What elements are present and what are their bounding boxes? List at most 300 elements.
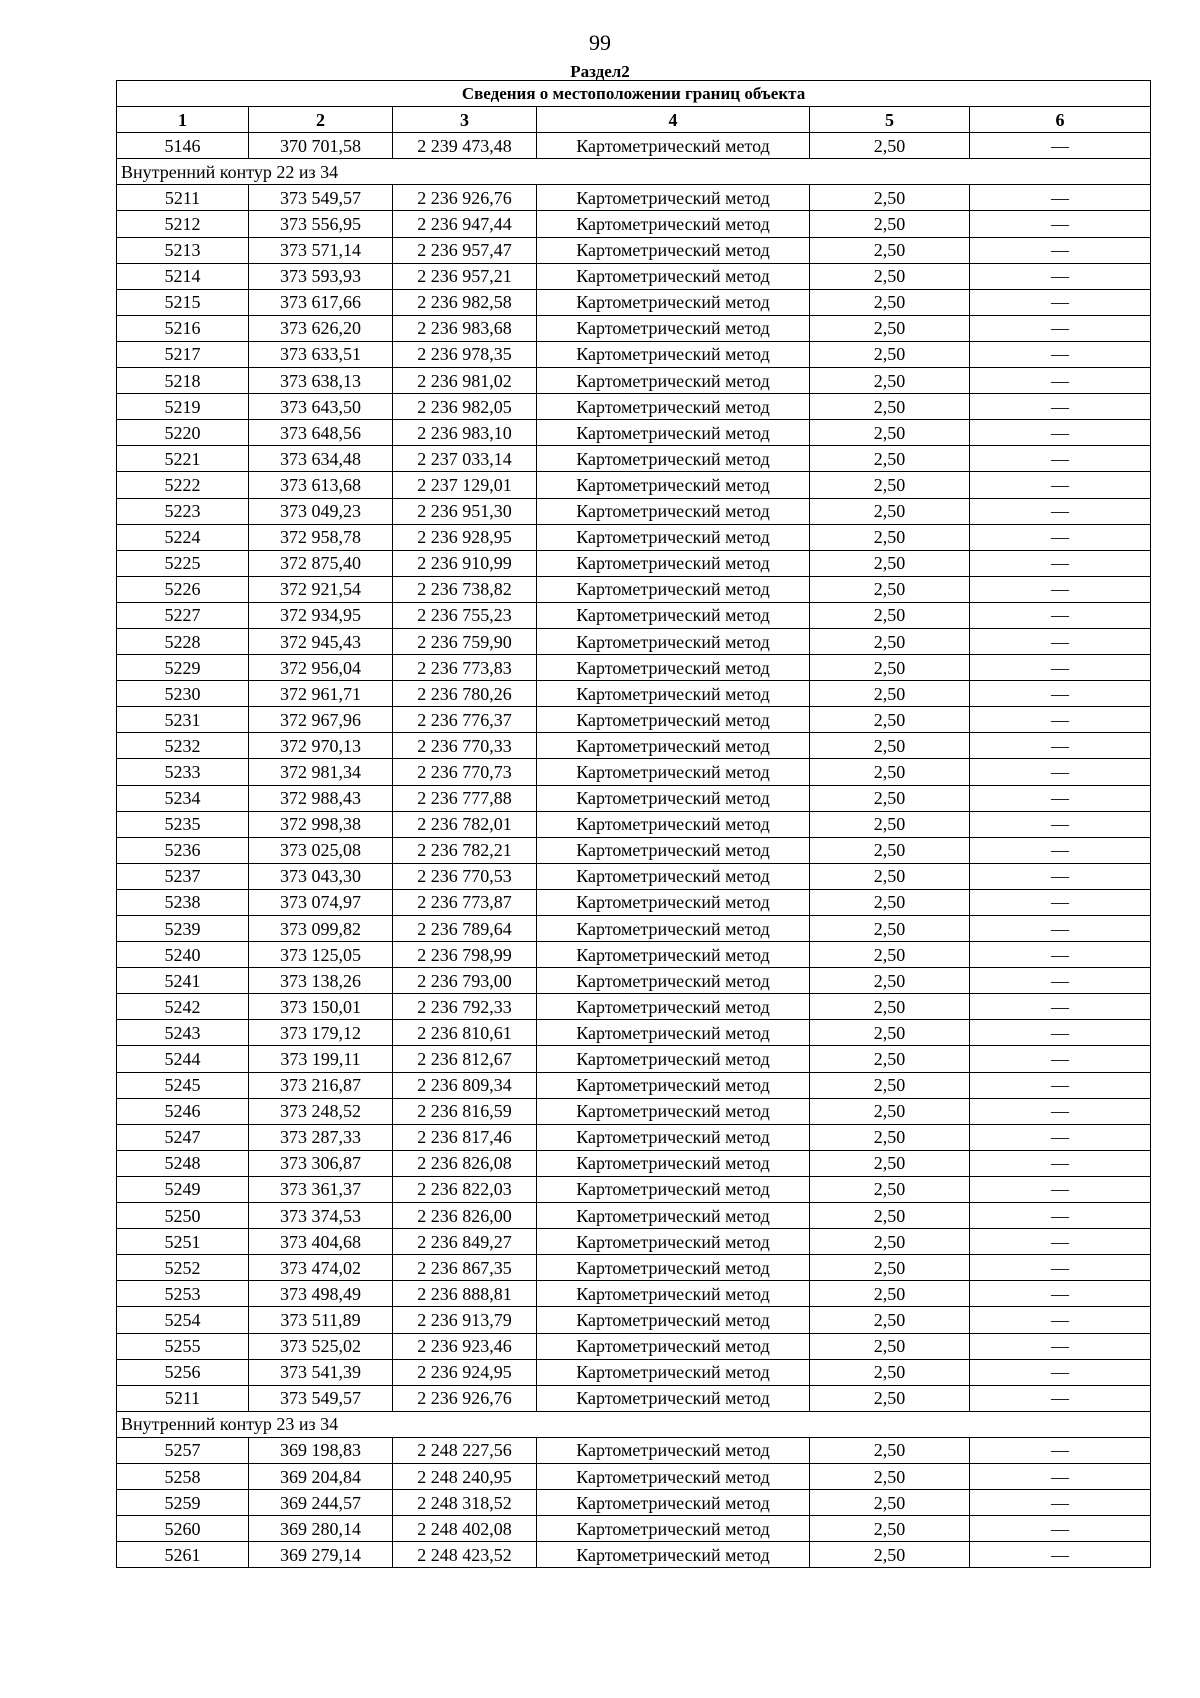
point-number-cell: 5234 <box>117 785 249 811</box>
method-cell: Картометрический метод <box>537 237 810 263</box>
x-coordinate-cell: 373 049,23 <box>249 498 393 524</box>
method-cell: Картометрический метод <box>537 942 810 968</box>
method-cell: Картометрический метод <box>537 811 810 837</box>
accuracy-cell: 2,50 <box>810 1098 970 1124</box>
point-number-cell: 5256 <box>117 1359 249 1385</box>
point-number-cell: 5215 <box>117 289 249 315</box>
method-cell: Картометрический метод <box>537 733 810 759</box>
y-coordinate-cell: 2 236 928,95 <box>393 524 537 550</box>
y-coordinate-cell: 2 248 240,95 <box>393 1463 537 1489</box>
method-cell: Картометрический метод <box>537 1333 810 1359</box>
table-row <box>117 315 1151 341</box>
accuracy-cell: 2,50 <box>810 1516 970 1542</box>
method-cell: Картометрический метод <box>537 1072 810 1098</box>
y-coordinate-cell: 2 236 793,00 <box>393 968 537 994</box>
accuracy-cell: 2,50 <box>810 420 970 446</box>
accuracy-cell: 2,50 <box>810 707 970 733</box>
y-coordinate-cell: 2 236 978,35 <box>393 341 537 367</box>
accuracy-cell: 2,50 <box>810 524 970 550</box>
x-coordinate-cell: 370 701,58 <box>249 133 393 159</box>
y-coordinate-cell: 2 236 738,82 <box>393 576 537 602</box>
method-cell: Картометрический метод <box>537 655 810 681</box>
accuracy-cell: 2,50 <box>810 185 970 211</box>
description-cell: — <box>970 942 1151 968</box>
point-number-cell: 5239 <box>117 916 249 942</box>
y-coordinate-cell: 2 236 770,33 <box>393 733 537 759</box>
x-coordinate-cell: 373 361,37 <box>249 1176 393 1202</box>
y-coordinate-cell: 2 236 798,99 <box>393 942 537 968</box>
point-number-cell: 5247 <box>117 1124 249 1150</box>
description-cell: — <box>970 211 1151 237</box>
description-cell: — <box>970 1385 1151 1411</box>
method-cell: Картометрический метод <box>537 341 810 367</box>
table-row <box>117 472 1151 498</box>
x-coordinate-cell: 373 549,57 <box>249 185 393 211</box>
accuracy-cell: 2,50 <box>810 1255 970 1281</box>
table-row <box>117 498 1151 524</box>
point-number-cell: 5251 <box>117 1229 249 1255</box>
accuracy-cell: 2,50 <box>810 1333 970 1359</box>
description-cell: — <box>970 1203 1151 1229</box>
description-cell: — <box>970 289 1151 315</box>
contour-label: Внутренний контур 22 из 34 <box>117 159 1151 185</box>
table-row <box>117 785 1151 811</box>
accuracy-cell: 2,50 <box>810 1176 970 1202</box>
table-row <box>117 211 1151 237</box>
accuracy-cell: 2,50 <box>810 263 970 289</box>
y-coordinate-cell: 2 236 777,88 <box>393 785 537 811</box>
point-number-cell: 5257 <box>117 1437 249 1463</box>
description-cell: — <box>970 1046 1151 1072</box>
accuracy-cell: 2,50 <box>810 655 970 681</box>
table-row <box>117 655 1151 681</box>
table-row <box>117 368 1151 394</box>
method-cell: Картометрический метод <box>537 994 810 1020</box>
description-cell: — <box>970 1463 1151 1489</box>
accuracy-cell: 2,50 <box>810 472 970 498</box>
contour-row <box>117 1411 1151 1437</box>
method-cell: Картометрический метод <box>537 916 810 942</box>
table-row <box>117 837 1151 863</box>
table-row <box>117 1437 1151 1463</box>
description-cell: — <box>970 341 1151 367</box>
description-cell: — <box>970 916 1151 942</box>
method-cell: Картометрический метод <box>537 1255 810 1281</box>
method-cell: Картометрический метод <box>537 681 810 707</box>
x-coordinate-cell: 373 626,20 <box>249 315 393 341</box>
method-cell: Картометрический метод <box>537 1307 810 1333</box>
accuracy-cell: 2,50 <box>810 942 970 968</box>
x-coordinate-cell: 373 404,68 <box>249 1229 393 1255</box>
method-cell: Картометрический метод <box>537 759 810 785</box>
point-number-cell: 5216 <box>117 315 249 341</box>
y-coordinate-cell: 2 236 817,46 <box>393 1124 537 1150</box>
y-coordinate-cell: 2 236 770,73 <box>393 759 537 785</box>
accuracy-cell: 2,50 <box>810 133 970 159</box>
accuracy-cell: 2,50 <box>810 759 970 785</box>
method-cell: Картометрический метод <box>537 1516 810 1542</box>
table-row <box>117 446 1151 472</box>
method-cell: Картометрический метод <box>537 133 810 159</box>
accuracy-cell: 2,50 <box>810 733 970 759</box>
method-cell: Картометрический метод <box>537 576 810 602</box>
point-number-cell: 5254 <box>117 1307 249 1333</box>
point-number-cell: 5255 <box>117 1333 249 1359</box>
point-number-cell: 5258 <box>117 1463 249 1489</box>
description-cell: — <box>970 1176 1151 1202</box>
method-cell: Картометрический метод <box>537 1203 810 1229</box>
x-coordinate-cell: 372 970,13 <box>249 733 393 759</box>
accuracy-cell: 2,50 <box>810 916 970 942</box>
y-coordinate-cell: 2 236 926,76 <box>393 1385 537 1411</box>
y-coordinate-cell: 2 236 957,47 <box>393 237 537 263</box>
x-coordinate-cell: 372 921,54 <box>249 576 393 602</box>
method-cell: Картометрический метод <box>537 472 810 498</box>
point-number-cell: 5221 <box>117 446 249 472</box>
table-row <box>117 133 1151 159</box>
x-coordinate-cell: 373 638,13 <box>249 368 393 394</box>
point-number-cell: 5225 <box>117 550 249 576</box>
accuracy-cell: 2,50 <box>810 681 970 707</box>
x-coordinate-cell: 372 956,04 <box>249 655 393 681</box>
description-cell: — <box>970 681 1151 707</box>
method-cell: Картометрический метод <box>537 1385 810 1411</box>
point-number-cell: 5224 <box>117 524 249 550</box>
table-row <box>117 1203 1151 1229</box>
method-cell: Картометрический метод <box>537 1046 810 1072</box>
x-coordinate-cell: 372 967,96 <box>249 707 393 733</box>
accuracy-cell: 2,50 <box>810 837 970 863</box>
accuracy-cell: 2,50 <box>810 1437 970 1463</box>
x-coordinate-cell: 372 981,34 <box>249 759 393 785</box>
x-coordinate-cell: 373 125,05 <box>249 942 393 968</box>
point-number-cell: 5230 <box>117 681 249 707</box>
accuracy-cell: 2,50 <box>810 368 970 394</box>
accuracy-cell: 2,50 <box>810 289 970 315</box>
table-header-row <box>117 107 1151 133</box>
description-cell: — <box>970 628 1151 654</box>
description-cell: — <box>970 1281 1151 1307</box>
table-row <box>117 733 1151 759</box>
description-cell: — <box>970 1359 1151 1385</box>
table-row <box>117 263 1151 289</box>
y-coordinate-cell: 2 248 423,52 <box>393 1542 537 1568</box>
table-row <box>117 916 1151 942</box>
method-cell: Картометрический метод <box>537 1229 810 1255</box>
x-coordinate-cell: 373 571,14 <box>249 237 393 263</box>
y-coordinate-cell: 2 248 227,56 <box>393 1437 537 1463</box>
point-number-cell: 5218 <box>117 368 249 394</box>
x-coordinate-cell: 373 556,95 <box>249 211 393 237</box>
table-row <box>117 1385 1151 1411</box>
accuracy-cell: 2,50 <box>810 550 970 576</box>
y-coordinate-cell: 2 236 826,00 <box>393 1203 537 1229</box>
table-row <box>117 1333 1151 1359</box>
accuracy-cell: 2,50 <box>810 602 970 628</box>
description-cell: — <box>970 1098 1151 1124</box>
column-header: 5 <box>810 107 970 133</box>
accuracy-cell: 2,50 <box>810 1385 970 1411</box>
x-coordinate-cell: 373 634,48 <box>249 446 393 472</box>
description-cell: — <box>970 263 1151 289</box>
point-number-cell: 5223 <box>117 498 249 524</box>
description-cell: — <box>970 185 1151 211</box>
description-cell: — <box>970 1229 1151 1255</box>
method-cell: Картометрический метод <box>537 707 810 733</box>
description-cell: — <box>970 498 1151 524</box>
description-cell: — <box>970 472 1151 498</box>
table-row <box>117 889 1151 915</box>
table-caption: Сведения о местоположении границ объекта <box>117 81 1151 107</box>
table-row <box>117 628 1151 654</box>
method-cell: Картометрический метод <box>537 1020 810 1046</box>
y-coordinate-cell: 2 236 957,21 <box>393 263 537 289</box>
point-number-cell: 5238 <box>117 889 249 915</box>
table-row <box>117 1281 1151 1307</box>
section-title: Раздел2 <box>570 62 630 81</box>
table-row <box>117 707 1151 733</box>
description-cell: — <box>970 1542 1151 1568</box>
method-cell: Картометрический метод <box>537 1176 810 1202</box>
description-cell: — <box>970 576 1151 602</box>
method-cell: Картометрический метод <box>537 1490 810 1516</box>
point-number-cell: 5214 <box>117 263 249 289</box>
x-coordinate-cell: 372 945,43 <box>249 628 393 654</box>
y-coordinate-cell: 2 236 809,34 <box>393 1072 537 1098</box>
x-coordinate-cell: 373 633,51 <box>249 341 393 367</box>
description-cell: — <box>970 1437 1151 1463</box>
description-cell: — <box>970 1150 1151 1176</box>
description-cell: — <box>970 1020 1151 1046</box>
table-row <box>117 1124 1151 1150</box>
x-coordinate-cell: 372 988,43 <box>249 785 393 811</box>
accuracy-cell: 2,50 <box>810 1229 970 1255</box>
x-coordinate-cell: 372 875,40 <box>249 550 393 576</box>
x-coordinate-cell: 369 279,14 <box>249 1542 393 1568</box>
table-row <box>117 1020 1151 1046</box>
y-coordinate-cell: 2 236 951,30 <box>393 498 537 524</box>
table-row <box>117 1072 1151 1098</box>
x-coordinate-cell: 372 961,71 <box>249 681 393 707</box>
method-cell: Картометрический метод <box>537 1098 810 1124</box>
description-cell: — <box>970 1072 1151 1098</box>
method-cell: Картометрический метод <box>537 1281 810 1307</box>
method-cell: Картометрический метод <box>537 863 810 889</box>
accuracy-cell: 2,50 <box>810 968 970 994</box>
table-row <box>117 994 1151 1020</box>
y-coordinate-cell: 2 236 910,99 <box>393 550 537 576</box>
x-coordinate-cell: 369 244,57 <box>249 1490 393 1516</box>
accuracy-cell: 2,50 <box>810 315 970 341</box>
accuracy-cell: 2,50 <box>810 576 970 602</box>
y-coordinate-cell: 2 236 773,83 <box>393 655 537 681</box>
method-cell: Картометрический метод <box>537 446 810 472</box>
accuracy-cell: 2,50 <box>810 994 970 1020</box>
point-number-cell: 5236 <box>117 837 249 863</box>
table-row <box>117 1046 1151 1072</box>
description-cell: — <box>970 315 1151 341</box>
table-row <box>117 811 1151 837</box>
method-cell: Картометрический метод <box>537 837 810 863</box>
y-coordinate-cell: 2 236 812,67 <box>393 1046 537 1072</box>
method-cell: Картометрический метод <box>537 1463 810 1489</box>
x-coordinate-cell: 372 934,95 <box>249 602 393 628</box>
point-number-cell: 5233 <box>117 759 249 785</box>
x-coordinate-cell: 373 613,68 <box>249 472 393 498</box>
point-number-cell: 5261 <box>117 1542 249 1568</box>
x-coordinate-cell: 369 198,83 <box>249 1437 393 1463</box>
y-coordinate-cell: 2 236 981,02 <box>393 368 537 394</box>
x-coordinate-cell: 373 617,66 <box>249 289 393 315</box>
point-number-cell: 5241 <box>117 968 249 994</box>
point-number-cell: 5211 <box>117 185 249 211</box>
x-coordinate-cell: 373 150,01 <box>249 994 393 1020</box>
method-cell: Картометрический метод <box>537 420 810 446</box>
x-coordinate-cell: 373 248,52 <box>249 1098 393 1124</box>
point-number-cell: 5229 <box>117 655 249 681</box>
description-cell: — <box>970 394 1151 420</box>
table-row <box>117 1229 1151 1255</box>
accuracy-cell: 2,50 <box>810 1020 970 1046</box>
method-cell: Картометрический метод <box>537 394 810 420</box>
description-cell: — <box>970 811 1151 837</box>
point-number-cell: 5212 <box>117 211 249 237</box>
point-number-cell: 5252 <box>117 1255 249 1281</box>
point-number-cell: 5235 <box>117 811 249 837</box>
x-coordinate-cell: 369 204,84 <box>249 1463 393 1489</box>
point-number-cell: 5240 <box>117 942 249 968</box>
point-number-cell: 5217 <box>117 341 249 367</box>
method-cell: Картометрический метод <box>537 628 810 654</box>
method-cell: Картометрический метод <box>537 368 810 394</box>
y-coordinate-cell: 2 236 773,87 <box>393 889 537 915</box>
accuracy-cell: 2,50 <box>810 1150 970 1176</box>
y-coordinate-cell: 2 236 888,81 <box>393 1281 537 1307</box>
point-number-cell: 5246 <box>117 1098 249 1124</box>
accuracy-cell: 2,50 <box>810 863 970 889</box>
x-coordinate-cell: 372 998,38 <box>249 811 393 837</box>
point-number-cell: 5242 <box>117 994 249 1020</box>
description-cell: — <box>970 655 1151 681</box>
table-row <box>117 1307 1151 1333</box>
y-coordinate-cell: 2 237 033,14 <box>393 446 537 472</box>
description-cell: — <box>970 1516 1151 1542</box>
table-row <box>117 1150 1151 1176</box>
description-cell: — <box>970 968 1151 994</box>
point-number-cell: 5231 <box>117 707 249 733</box>
point-number-cell: 5219 <box>117 394 249 420</box>
description-cell: — <box>970 785 1151 811</box>
accuracy-cell: 2,50 <box>810 889 970 915</box>
x-coordinate-cell: 373 374,53 <box>249 1203 393 1229</box>
y-coordinate-cell: 2 248 318,52 <box>393 1490 537 1516</box>
table-row <box>117 524 1151 550</box>
x-coordinate-cell: 373 025,08 <box>249 837 393 863</box>
y-coordinate-cell: 2 236 759,90 <box>393 628 537 654</box>
description-cell: — <box>970 733 1151 759</box>
y-coordinate-cell: 2 236 982,58 <box>393 289 537 315</box>
x-coordinate-cell: 373 593,93 <box>249 263 393 289</box>
table-row <box>117 576 1151 602</box>
point-number-cell: 5237 <box>117 863 249 889</box>
y-coordinate-cell: 2 236 849,27 <box>393 1229 537 1255</box>
x-coordinate-cell: 373 138,26 <box>249 968 393 994</box>
accuracy-cell: 2,50 <box>810 1490 970 1516</box>
accuracy-cell: 2,50 <box>810 1072 970 1098</box>
column-header: 3 <box>393 107 537 133</box>
point-number-cell: 5245 <box>117 1072 249 1098</box>
method-cell: Картометрический метод <box>537 1437 810 1463</box>
accuracy-cell: 2,50 <box>810 1124 970 1150</box>
y-coordinate-cell: 2 236 810,61 <box>393 1020 537 1046</box>
table-row <box>117 681 1151 707</box>
column-header: 1 <box>117 107 249 133</box>
column-header: 2 <box>249 107 393 133</box>
table-body <box>117 81 1151 1568</box>
table-row <box>117 550 1151 576</box>
point-number-cell: 5249 <box>117 1176 249 1202</box>
method-cell: Картометрический метод <box>537 315 810 341</box>
column-header: 4 <box>537 107 810 133</box>
x-coordinate-cell: 373 498,49 <box>249 1281 393 1307</box>
accuracy-cell: 2,50 <box>810 446 970 472</box>
point-number-cell: 5260 <box>117 1516 249 1542</box>
point-number-cell: 5253 <box>117 1281 249 1307</box>
point-number-cell: 5211 <box>117 1385 249 1411</box>
accuracy-cell: 2,50 <box>810 628 970 654</box>
x-coordinate-cell: 373 648,56 <box>249 420 393 446</box>
table-row <box>117 394 1151 420</box>
description-cell: — <box>970 446 1151 472</box>
y-coordinate-cell: 2 236 789,64 <box>393 916 537 942</box>
table-row <box>117 602 1151 628</box>
y-coordinate-cell: 2 236 822,03 <box>393 1176 537 1202</box>
boundary-coordinates-table <box>116 80 1151 1568</box>
point-number-cell: 5226 <box>117 576 249 602</box>
point-number-cell: 5248 <box>117 1150 249 1176</box>
method-cell: Картометрический метод <box>537 602 810 628</box>
x-coordinate-cell: 373 074,97 <box>249 889 393 915</box>
accuracy-cell: 2,50 <box>810 237 970 263</box>
table-row <box>117 1176 1151 1202</box>
method-cell: Картометрический метод <box>537 550 810 576</box>
x-coordinate-cell: 373 199,11 <box>249 1046 393 1072</box>
y-coordinate-cell: 2 236 770,53 <box>393 863 537 889</box>
accuracy-cell: 2,50 <box>810 498 970 524</box>
y-coordinate-cell: 2 236 776,37 <box>393 707 537 733</box>
method-cell: Картометрический метод <box>537 524 810 550</box>
y-coordinate-cell: 2 236 913,79 <box>393 1307 537 1333</box>
accuracy-cell: 2,50 <box>810 1542 970 1568</box>
method-cell: Картометрический метод <box>537 211 810 237</box>
table-row <box>117 341 1151 367</box>
table-row <box>117 185 1151 211</box>
x-coordinate-cell: 373 287,33 <box>249 1124 393 1150</box>
x-coordinate-cell: 373 306,87 <box>249 1150 393 1176</box>
point-number-cell: 5244 <box>117 1046 249 1072</box>
table-row <box>117 1098 1151 1124</box>
x-coordinate-cell: 373 541,39 <box>249 1359 393 1385</box>
page-number: 99 <box>589 30 611 55</box>
description-cell: — <box>970 1490 1151 1516</box>
point-number-cell: 5250 <box>117 1203 249 1229</box>
method-cell: Картометрический метод <box>537 968 810 994</box>
y-coordinate-cell: 2 236 816,59 <box>393 1098 537 1124</box>
accuracy-cell: 2,50 <box>810 1203 970 1229</box>
x-coordinate-cell: 373 643,50 <box>249 394 393 420</box>
point-number-cell: 5259 <box>117 1490 249 1516</box>
accuracy-cell: 2,50 <box>810 211 970 237</box>
